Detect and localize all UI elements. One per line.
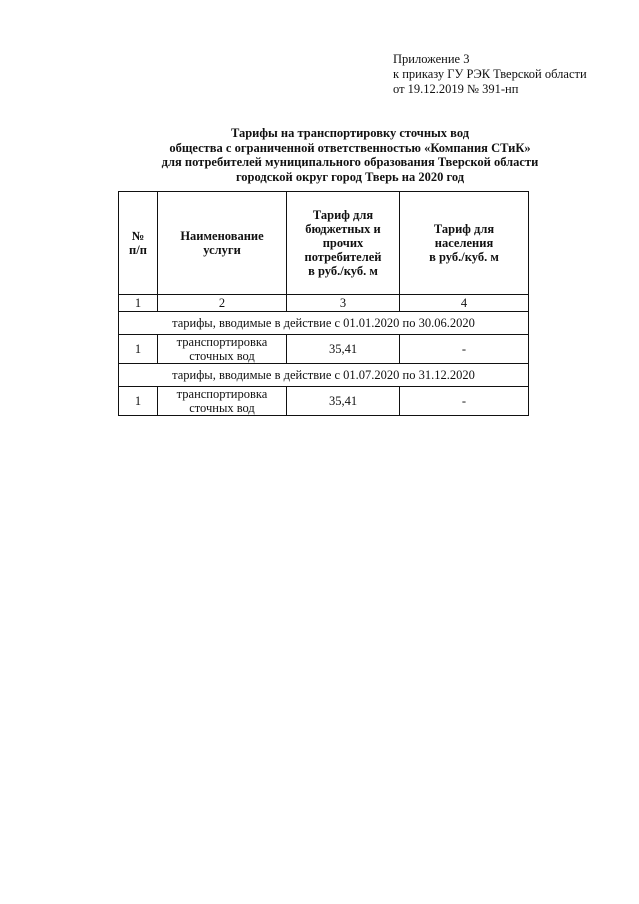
appendix-date: от 19.12.2019 № 391-нп — [393, 82, 519, 96]
period-label: тарифы, вводимые в действие с 01.07.2020 по 31.12.2020 — [119, 364, 529, 387]
table-header-row — [119, 192, 529, 295]
appendix-number: Приложение 3 — [393, 52, 470, 66]
table-row — [119, 335, 529, 364]
row-budget-tariff: 35,41 — [287, 335, 400, 364]
header-budget-tariff: Тариф для бюджетных и прочих потребителей в руб./куб. м — [287, 192, 400, 295]
document-title — [100, 126, 600, 184]
column-number-row — [119, 295, 529, 312]
column-number: 4 — [400, 295, 529, 312]
tariff-table — [118, 191, 529, 416]
title-line-3: для потребителей муниципального образования Тверской области — [161, 155, 539, 169]
header-population-tariff: Тариф для населения в руб./куб. м — [400, 192, 529, 295]
row-num: 1 — [119, 335, 158, 364]
column-number: 1 — [119, 295, 158, 312]
column-number: 2 — [158, 295, 287, 312]
row-num: 1 — [119, 387, 158, 416]
title-line-4: городской округ город Тверь на 2020 год — [235, 169, 465, 184]
row-population-tariff: - — [400, 335, 529, 364]
appendix-reference — [393, 52, 587, 97]
title-line-2: общества с ограниченной ответственностью «Компания СТиК» — [169, 140, 531, 155]
row-population-tariff: - — [400, 387, 529, 416]
period-label: тарифы, вводимые в действие с 01.01.2020 по 30.06.2020 — [119, 312, 529, 335]
row-budget-tariff: 35,41 — [287, 387, 400, 416]
column-number: 3 — [287, 295, 400, 312]
header-num: № п/п — [119, 192, 158, 295]
row-service: транспортировка сточных вод — [158, 335, 287, 364]
period-row-2 — [119, 364, 529, 387]
period-row-1 — [119, 312, 529, 335]
row-service: транспортировка сточных вод — [158, 387, 287, 416]
table-row — [119, 387, 529, 416]
title-line-1: Тарифы на транспортировку сточных вод — [230, 126, 470, 140]
header-service: Наименование услуги — [158, 192, 287, 295]
appendix-order: к приказу ГУ РЭК Тверской области — [393, 67, 587, 81]
